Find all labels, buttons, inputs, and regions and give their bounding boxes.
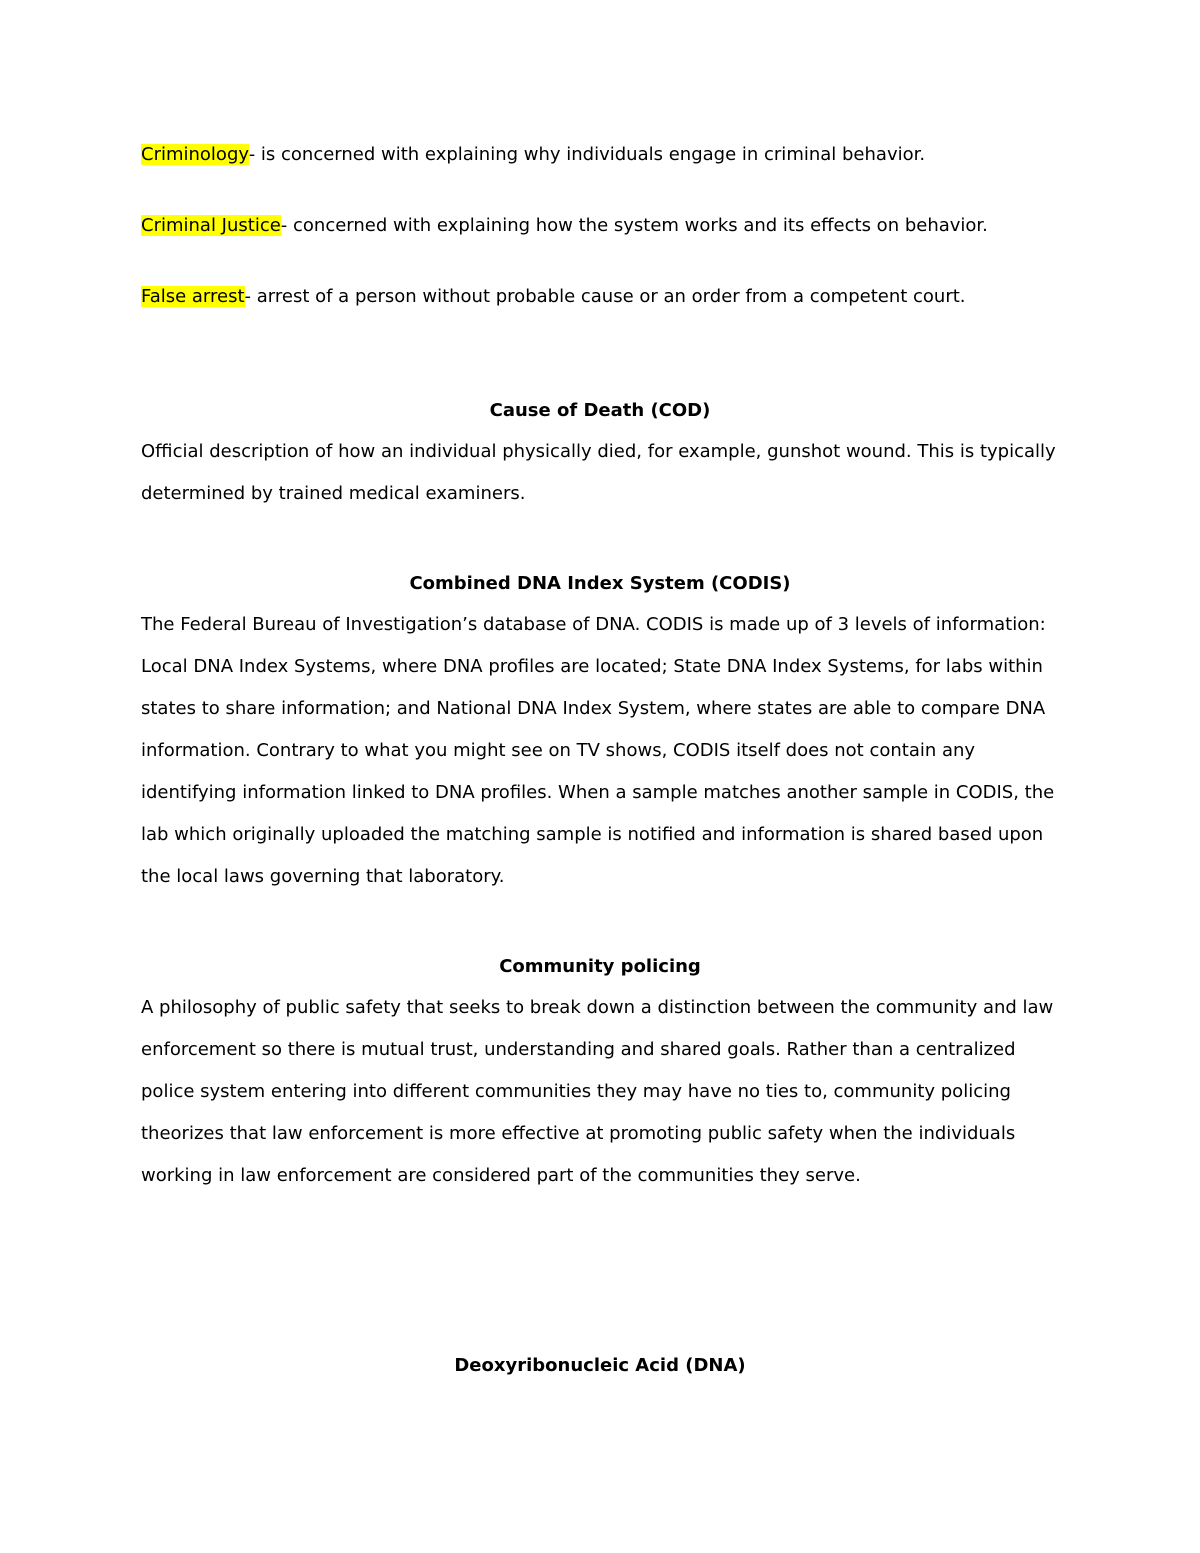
section-heading-cod: Cause of Death (COD) [489, 400, 711, 421]
definition-text: - arrest of a person without probable cause or an order from a competent court. [244, 286, 966, 307]
section-heading-codis: Combined DNA Index System (CODIS) [409, 573, 791, 594]
section-body-cod: Official description of how an individual physically died, for example, gunshot wound. This is typically determined by trained medical examiners. [141, 441, 1056, 504]
section-heading-community-policing: Community policing [499, 956, 701, 977]
highlighted-term: False arrest [141, 286, 245, 307]
section-heading-dna: Deoxyribonucleic Acid (DNA) [454, 1355, 746, 1376]
definition-text: - is concerned with explaining why individuals engage in criminal behavior. [248, 144, 926, 165]
definition-text: - concerned with explaining how the system works and its effects on behavior. [280, 215, 988, 236]
section-body-community-policing: A philosophy of public safety that seeks to break down a distinction between the community and law enforcement so there is mutual trust, understanding and shared goals. Rather than a centralized police system entering into different communities they may have no ties to, community policing theorizes that law enforcement is more effective at promoting public safety when the individuals working in law enforcement are considered part of the communities they serve. [141, 997, 1054, 1186]
definition-criminology [141, 141, 925, 169]
definition-false-arrest [141, 283, 966, 311]
highlighted-term: Criminology [141, 144, 249, 165]
highlighted-term: Criminal Justice [141, 215, 281, 236]
definition-criminal-justice [141, 212, 988, 240]
section-body-codis: The Federal Bureau of Investigation’s database of DNA. CODIS is made up of 3 levels of information: Local DNA Index Systems, where DNA profiles are located; State DNA Index Systems, for labs within states to share information; and National DNA Index System, where states are able to compare DNA information. Contrary to what you might see on TV shows, CODIS itself does not contain any identifying information linked to DNA profiles. When a sample matches another sample in CODIS, the lab which originally uploaded the matching sample is notified and information is shared based upon the local laws governing that laboratory. [141, 614, 1055, 887]
